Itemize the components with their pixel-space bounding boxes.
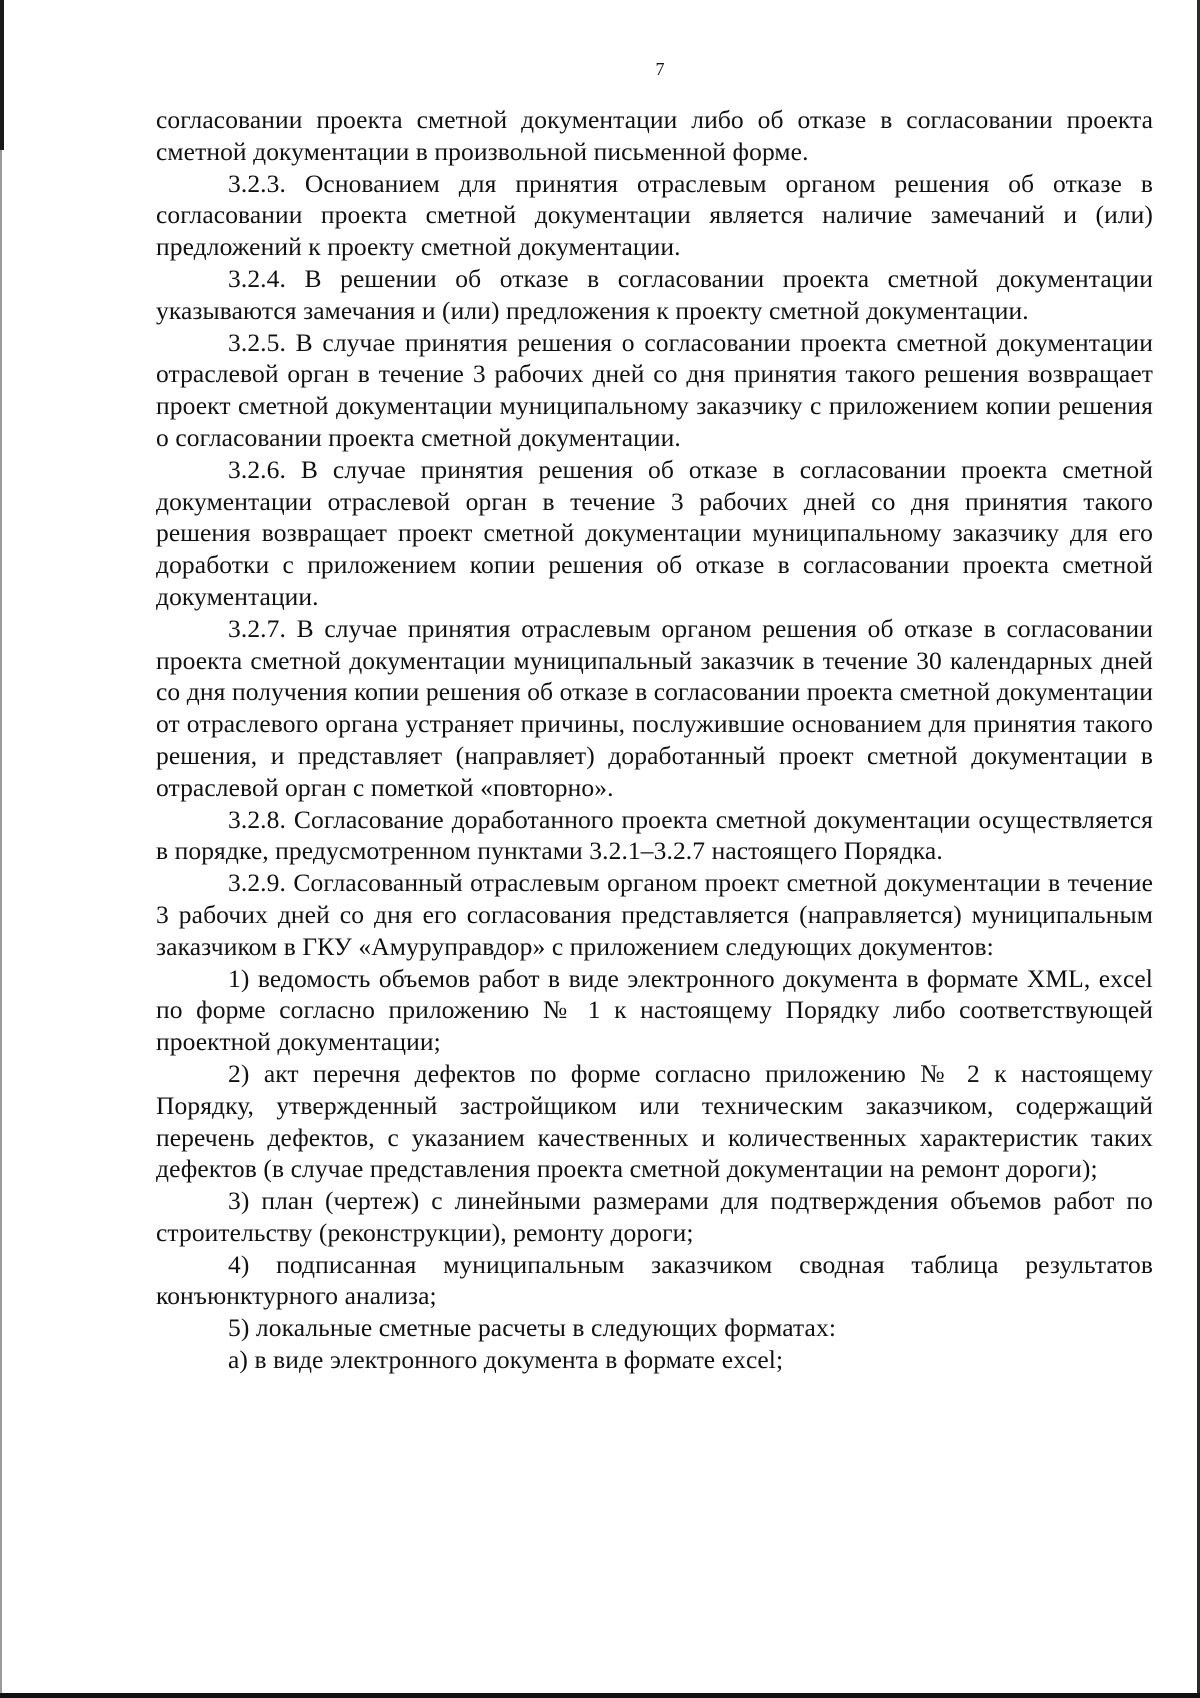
- paragraph-3-2-4: 3.2.4. В решении об отказе в согласовании проекта сметной документации указываются замечания и (или) предложения к проекту сметной документации.: [156, 263, 1153, 325]
- paragraph-3-2-9: 3.2.9. Согласованный отраслевым органом проект сметной документации в течение 3 рабочих дней со дня его согласования представляется (направляется) муниципальным заказчиком в ГКУ «Амуруправдор» с приложением следующих документов:: [156, 868, 1153, 961]
- list-item-5: 5) локальные сметные расчеты в следующих форматах:: [228, 1313, 837, 1343]
- paragraph-3-2-8: 3.2.8. Согласование доработанного проекта сметной документации осуществляется в порядке, предусмотренном пунктами 3.2.1–3.2.7 настоящего Порядка.: [156, 804, 1153, 866]
- paragraph-3-2-3: 3.2.3. Основанием для принятия отраслевым органом решения об отказе в согласовании проекта сметной документации является наличие замечаний и (или) предложений к проекту сметной документации.: [156, 168, 1153, 262]
- list-item-2: 2) акт перечня дефектов по форме согласно приложению № 2 к настоящему Порядку, утвержденный застройщиком или техническим заказчиком, содержащий перечень дефектов, с указанием качественных и количественных характеристик таких дефектов (в случае представления проекта сметной документации на ремонт дороги);: [156, 1058, 1153, 1184]
- scan-edge-bottom: [0, 1693, 1200, 1698]
- paragraph-continuation: согласовании проекта сметной документации либо об отказе в согласовании проекта сметной документации в произвольной письменной форме.: [156, 105, 1153, 166]
- list-item-5a: а) в виде электронного документа в формате excel;: [228, 1345, 784, 1375]
- paragraph-3-2-5: 3.2.5. В случае принятия решения о согласовании проекта сметной документации отраслевой орган в течение 3 рабочих дней со дня принятия такого решения возвращает проект сметной документации муниципальному заказчику с приложением копии решения о согласовании проекта сметной документации.: [156, 327, 1153, 452]
- paragraph-3-2-6: 3.2.6. В случае принятия решения об отказе в согласовании проекта сметной документации отраслевой орган в течение 3 рабочих дней со дня принятия такого решения возвращает проект сметной документации муниципальному заказчику для его доработки с приложением копии решения об отказе в согласовании проекта сметной документации.: [156, 454, 1153, 611]
- page-number: 7: [655, 59, 665, 79]
- paragraph-3-2-7: 3.2.7. В случае принятия отраслевым органом решения об отказе в согласовании проекта сметной документации муниципальный заказчик в течение 30 календарных дней со дня получения копии решения об отказе в согласовании проекта сметной документации от отраслевого органа устраняет причины, послужившие основанием для принятия такого решения, и представляет (направляет) доработанный проект сметной документации в отраслевой орган с пометкой «повторно».: [156, 613, 1153, 802]
- list-item-1: 1) ведомость объемов работ в виде электронного документа в формате XML, excel по форме согласно приложению № 1 к настоящему Порядку либо соответствующей проектной документации;: [156, 963, 1153, 1057]
- list-item-3: 3) план (чертеж) с линейными размерами для подтверждения объемов работ по строительству (реконструкции), ремонту дороги;: [156, 1186, 1153, 1247]
- list-item-4: 4) подписанная муниципальным заказчиком сводная таблица результатов конъюнктурного анализа;: [156, 1249, 1153, 1311]
- document-body: [156, 104, 1153, 1376]
- scan-edge-left-thin: [0, 150, 2, 1698]
